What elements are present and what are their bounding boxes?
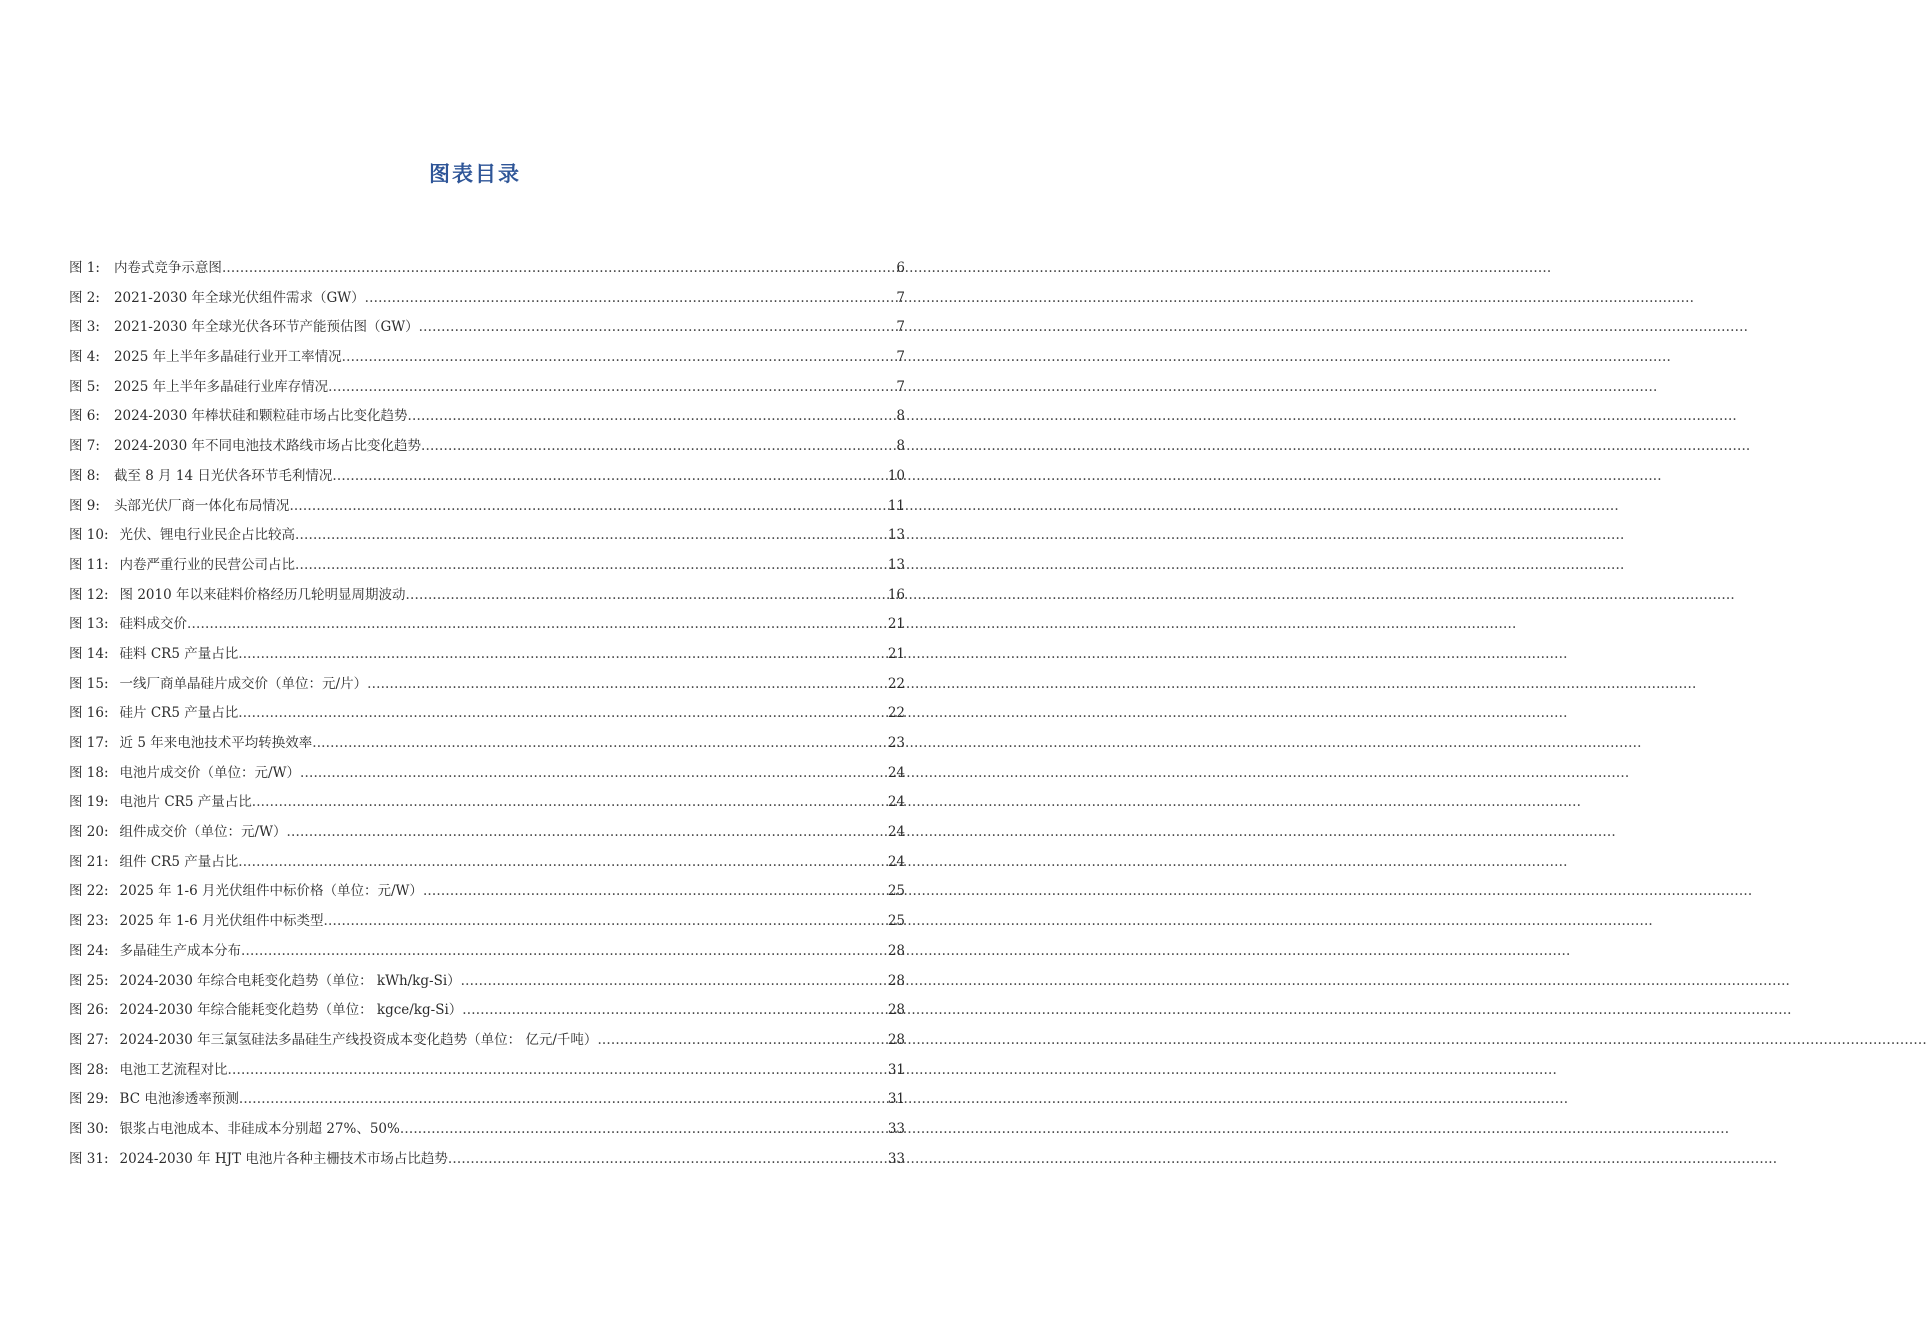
toc-entry-label: 图 12: [69, 586, 109, 603]
toc-entry-label: 图 19: [69, 794, 109, 811]
toc-entry-label: 图 29: [69, 1091, 109, 1108]
toc-entry-page-number[interactable]: 28 [887, 972, 905, 989]
dot-leader [300, 759, 886, 789]
toc-entry-title[interactable]: 2025 年上半年多晶硅行业库存情况 [113, 378, 329, 395]
toc-entry[interactable] [69, 699, 905, 729]
dot-leader [365, 284, 895, 314]
toc-entry-page-number[interactable]: 33 [887, 1120, 905, 1137]
toc-entry[interactable] [69, 937, 905, 967]
toc-entry-page-number[interactable]: 21 [887, 645, 905, 662]
toc-entry[interactable] [69, 521, 905, 551]
dot-leader [332, 462, 885, 492]
toc-entry-label: 图 17: [69, 735, 109, 751]
dot-leader [187, 610, 886, 640]
toc-entry-title[interactable]: 硅料 CR5 产量占比 [119, 645, 239, 662]
toc-entry-label: 图 22: [69, 883, 109, 900]
toc-entry-page-number[interactable]: 16 [887, 586, 905, 603]
toc-entry-title[interactable]: 2024-2030 年不同电池技术路线市场占比变化趋势 [113, 438, 422, 455]
dot-leader [239, 1085, 886, 1115]
toc-entry-title[interactable]: 2025 年上半年多晶硅行业开工率情况 [113, 349, 342, 366]
toc-entry-title[interactable]: 2021-2030 年全球光伏组件需求（GW） [113, 289, 365, 306]
toc-entry[interactable] [69, 254, 905, 284]
toc-entry-label: 图 23: [69, 913, 109, 930]
toc-entry[interactable] [69, 1145, 905, 1175]
toc-entry-page-number[interactable]: 22 [887, 705, 905, 722]
dot-leader [597, 1026, 885, 1056]
dot-leader [405, 581, 885, 611]
toc-entry[interactable] [69, 1085, 905, 1115]
toc-entry-label: 图 3: [69, 319, 100, 336]
toc-entry[interactable] [69, 551, 905, 581]
toc-entry-page-number[interactable]: 24 [887, 853, 905, 870]
toc-entry-page-number[interactable]: 25 [887, 913, 905, 930]
dot-leader [419, 313, 895, 343]
toc-entry-page-number[interactable]: 24 [887, 824, 905, 841]
toc-entry-title[interactable]: 组件 CR5 产量占比 [119, 853, 239, 870]
toc-entry[interactable] [69, 996, 905, 1026]
toc-entry-label: 图 24: [69, 942, 109, 959]
toc-entry-label: 图 20: [69, 824, 109, 841]
toc-entry-page-number[interactable]: 6 [896, 260, 905, 276]
toc-entry-title[interactable]: 2024-2030 年综合电耗变化趋势（单位： kWh/kg-Si） [119, 972, 461, 989]
toc-entry-label: 图 6: [69, 408, 100, 425]
toc-entry-label: 图 11: [69, 556, 109, 573]
toc-entry[interactable] [69, 1026, 905, 1056]
toc-entry-label: 图 18: [69, 764, 109, 781]
toc-entry-label: 图 9: [69, 497, 100, 514]
dot-leader [367, 670, 886, 700]
toc-entry[interactable] [69, 907, 905, 937]
toc-entry-label: 图 10: [69, 527, 109, 544]
dot-leader [400, 1115, 886, 1145]
toc-entry[interactable] [69, 877, 905, 907]
dot-leader [252, 788, 886, 818]
toc-entry[interactable] [69, 788, 905, 818]
toc-entry[interactable] [69, 492, 905, 522]
dot-leader [238, 699, 886, 729]
toc-entry-page-number[interactable]: 22 [887, 675, 905, 692]
toc-entry[interactable] [69, 343, 905, 373]
toc-entry-title[interactable]: 内卷式竞争示意图 [113, 260, 222, 276]
toc-entry-page-number[interactable]: 10 [887, 467, 905, 484]
dot-leader [241, 937, 886, 967]
toc-entry-title[interactable]: 硅料成交价 [119, 616, 188, 633]
toc-entry[interactable] [69, 284, 905, 314]
toc-entry-label: 图 14: [69, 645, 109, 662]
toc-entry-title[interactable]: 银浆占电池成本、非硅成本分别超 27%、50% [119, 1120, 400, 1137]
toc-entry[interactable] [69, 1115, 905, 1145]
toc-entry[interactable] [69, 640, 905, 670]
toc-entry-page-number[interactable]: 7 [896, 319, 905, 336]
toc-entry-label: 图 25: [69, 972, 109, 989]
toc-entry-title[interactable]: 近 5 年来电池技术平均转换效率 [119, 735, 313, 751]
toc-entry-label: 图 7: [69, 438, 100, 455]
toc-entry-title[interactable]: 截至 8 月 14 日光伏各环节毛利情况 [113, 467, 333, 484]
toc-entry-title[interactable]: 2025 年 1-6 月光伏组件中标类型 [119, 913, 324, 930]
toc-entry-title[interactable]: BC 电池渗透率预测 [119, 1091, 239, 1108]
dot-leader [286, 818, 885, 848]
toc-entry-page-number[interactable]: 25 [887, 883, 905, 900]
dot-leader [461, 967, 886, 997]
toc-entry[interactable] [69, 313, 905, 343]
toc-entry[interactable] [69, 373, 905, 403]
dot-leader [324, 907, 886, 937]
toc-entry-label: 图 21: [69, 853, 109, 870]
toc-entry-label: 图 31: [69, 1150, 109, 1167]
toc-entry-title[interactable]: 2024-2030 年棒状硅和颗粒硅市场占比变化趋势 [113, 408, 408, 425]
toc-entry-label: 图 15: [69, 675, 109, 692]
toc-entry-label: 图 4: [69, 349, 100, 366]
toc-entry-label: 图 26: [69, 1002, 109, 1019]
toc-entry[interactable] [69, 462, 905, 492]
dot-leader [238, 640, 886, 670]
toc-entry-page-number[interactable]: 7 [896, 289, 905, 306]
toc-entry-page-number[interactable]: 33 [887, 1150, 905, 1167]
dot-leader [295, 551, 886, 581]
toc-entry-page-number[interactable]: 28 [887, 1031, 905, 1048]
toc-entry-page-number[interactable]: 24 [887, 794, 905, 811]
toc-entry-title[interactable]: 电池片 CR5 产量占比 [119, 794, 252, 811]
toc-entry-title[interactable]: 一线厂商单晶硅片成交价（单位：元/片） [119, 675, 368, 692]
toc-entry-page-number[interactable]: 7 [896, 378, 905, 395]
dot-leader [328, 373, 894, 403]
figure-index-list [69, 254, 905, 1174]
toc-entry-page-number[interactable]: 13 [887, 527, 905, 544]
toc-entry[interactable] [69, 581, 905, 611]
toc-entry-page-number[interactable]: 7 [896, 349, 905, 366]
toc-entry-page-number[interactable]: 21 [887, 616, 905, 633]
dot-leader [421, 432, 894, 462]
toc-entry-page-number[interactable]: 13 [887, 556, 905, 573]
toc-entry-page-number[interactable]: 31 [887, 1061, 905, 1078]
toc-entry-page-number[interactable]: 24 [887, 764, 905, 781]
toc-entry-title[interactable]: 2024-2030 年综合能耗变化趋势（单位： kgce/kg-Si） [119, 1002, 463, 1019]
toc-entry-title[interactable]: 2024-2030 年三氯氢硅法多晶硅生产线投资成本变化趋势（单位： 亿元/千吨） [119, 1031, 598, 1048]
toc-entry-page-number[interactable]: 11 [887, 497, 905, 514]
toc-entry[interactable] [69, 610, 905, 640]
dot-leader [295, 521, 886, 551]
dot-leader [462, 996, 886, 1026]
toc-entry[interactable] [69, 1056, 905, 1086]
toc-entry[interactable] [69, 432, 905, 462]
dot-leader [342, 343, 895, 373]
toc-entry-title[interactable]: 2024-2030 年 HJT 电池片各种主栅技术市场占比趋势 [119, 1150, 448, 1167]
toc-entry-title[interactable]: 图 2010 年以来硅料价格经历几轮明显周期波动 [119, 586, 406, 603]
dot-leader [423, 877, 886, 907]
page-title: 图表目录 [429, 161, 521, 186]
dot-leader [312, 729, 886, 759]
toc-entry[interactable] [69, 759, 905, 789]
toc-entry-title[interactable]: 电池工艺流程对比 [119, 1061, 228, 1078]
toc-entry-page-number[interactable]: 23 [887, 735, 905, 751]
toc-entry[interactable] [69, 670, 905, 700]
toc-entry-label: 图 28: [69, 1061, 109, 1078]
dot-leader [289, 492, 885, 522]
toc-entry-title[interactable]: 内卷严重行业的民营公司占比 [119, 556, 296, 573]
toc-entry-title[interactable]: 多晶硅生产成本分布 [119, 942, 242, 959]
toc-entry[interactable] [69, 729, 905, 759]
toc-entry-title[interactable]: 电池片成交价（单位：元/W） [119, 764, 300, 781]
toc-entry-title[interactable]: 硅片 CR5 产量占比 [119, 705, 239, 722]
dot-leader [408, 402, 895, 432]
toc-entry-label: 图 2: [69, 289, 100, 306]
toc-entry-page-number[interactable]: 8 [896, 438, 905, 455]
dot-leader [238, 848, 886, 878]
toc-entry-page-number[interactable]: 31 [887, 1091, 905, 1108]
toc-entry-page-number[interactable]: 28 [887, 942, 905, 959]
toc-entry[interactable] [69, 402, 905, 432]
toc-entry-title[interactable]: 组件成交价（单位：元/W） [119, 824, 287, 841]
toc-entry-label: 图 16: [69, 705, 109, 722]
toc-entry-label: 图 13: [69, 616, 109, 633]
toc-entry-page-number[interactable]: 28 [887, 1002, 905, 1019]
dot-leader [228, 1056, 886, 1086]
toc-entry[interactable] [69, 967, 905, 997]
toc-entry-label: 图 1: [69, 260, 100, 276]
toc-entry[interactable] [69, 818, 905, 848]
toc-entry-label: 图 27: [69, 1031, 109, 1048]
toc-entry-title[interactable]: 2021-2030 年全球光伏各环节产能预估图（GW） [113, 319, 419, 336]
toc-entry-label: 图 5: [69, 378, 100, 395]
toc-entry-title[interactable]: 2025 年 1-6 月光伏组件中标价格（单位：元/W） [119, 883, 423, 900]
toc-entry-label: 图 8: [69, 467, 100, 484]
toc-entry[interactable] [69, 848, 905, 878]
toc-entry-title[interactable]: 头部光伏厂商一体化布局情况 [113, 497, 290, 514]
toc-entry-title[interactable]: 光伏、锂电行业民企占比较高 [119, 527, 296, 544]
dot-leader [222, 254, 894, 284]
dot-leader [448, 1145, 886, 1175]
toc-entry-label: 图 30: [69, 1120, 109, 1137]
toc-entry-page-number[interactable]: 8 [896, 408, 905, 425]
